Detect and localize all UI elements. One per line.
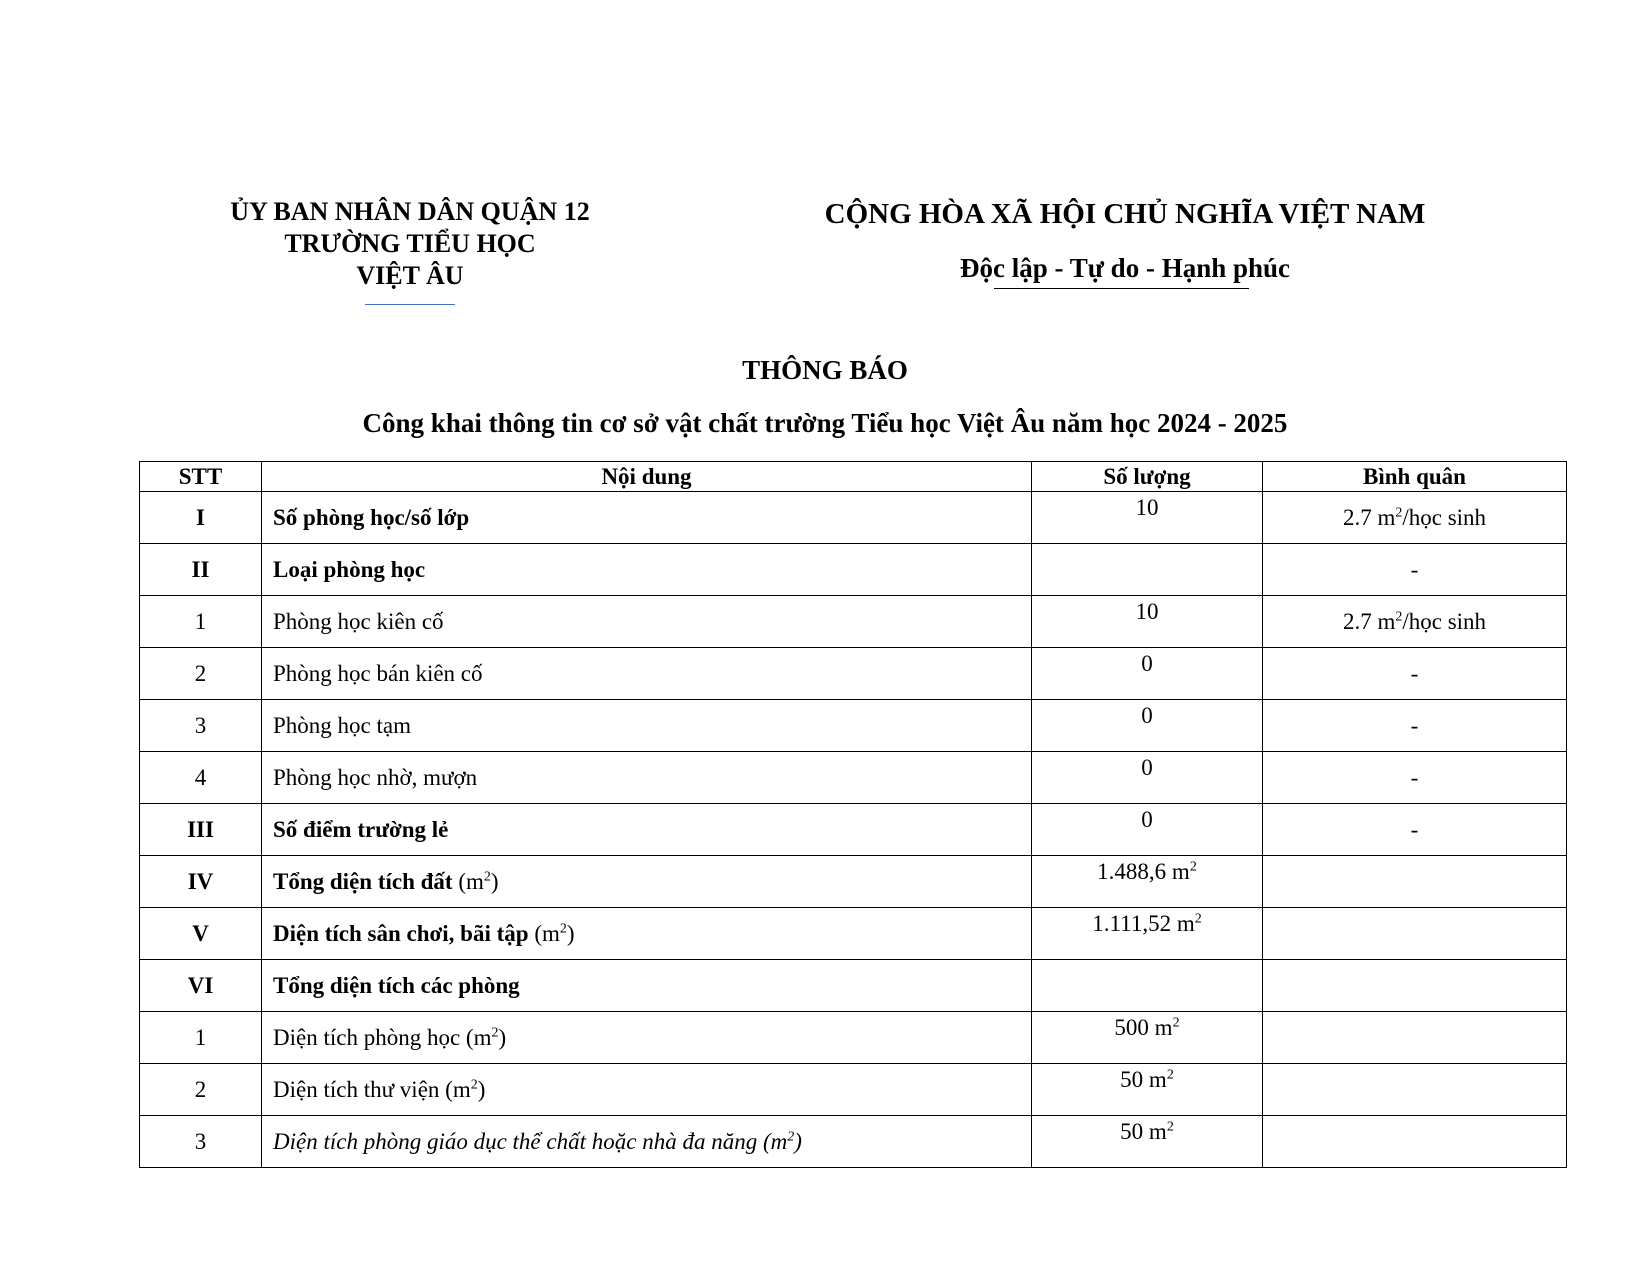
cell-average: - — [1263, 804, 1567, 856]
cell-quantity: 1.488,6 $m^2$ — [1032, 856, 1263, 908]
cell-average — [1263, 856, 1567, 908]
cell-average: - — [1263, 648, 1567, 700]
national-header — [780, 196, 1470, 289]
cell-quantity: 1.111,52 $m^2$ — [1032, 908, 1263, 960]
table-body — [140, 492, 1567, 1168]
cell-average — [1263, 960, 1567, 1012]
motto-underline — [994, 288, 1249, 289]
issuing-authority-header — [200, 196, 620, 305]
cell-content: Diện tích phòng học $(m^2)$ — [262, 1012, 1032, 1064]
cell-quantity: 0 — [1032, 648, 1263, 700]
cell-stt: 3 — [140, 700, 262, 752]
cell-stt: V — [140, 908, 262, 960]
cell-content: Phòng học bán kiên cố — [262, 648, 1032, 700]
cell-stt: 1 — [140, 596, 262, 648]
table-row — [140, 856, 1567, 908]
cell-quantity: 0 — [1032, 752, 1263, 804]
cell-average: - — [1263, 700, 1567, 752]
cell-quantity: 10 — [1032, 596, 1263, 648]
table-row — [140, 1064, 1567, 1116]
table-row — [140, 544, 1567, 596]
cell-stt: 2 — [140, 1064, 262, 1116]
document-title: THÔNG BÁO — [742, 355, 908, 385]
cell-average: 2.7 $m^2$/học sinh — [1263, 492, 1567, 544]
cell-content: Diện tích sân chơi, bãi tập $(m^2)$ — [262, 908, 1032, 960]
cell-average — [1263, 1116, 1567, 1168]
table-row — [140, 700, 1567, 752]
cell-quantity: 0 — [1032, 804, 1263, 856]
cell-content: Phòng học nhờ, mượn — [262, 752, 1032, 804]
authority-line-3: VIỆT ÂU — [356, 261, 464, 290]
document-subtitle: Công khai thông tin cơ sở vật chất trường Tiểu học Việt Âu năm học 2024 - 2025 — [362, 408, 1288, 438]
table-row — [140, 648, 1567, 700]
cell-average: - — [1263, 752, 1567, 804]
cell-stt: 1 — [140, 1012, 262, 1064]
cell-content: Số điểm trường lẻ — [262, 804, 1032, 856]
unit-label: $(m^2)$ — [757, 1128, 802, 1154]
cell-content: Diện tích phòng giáo dục thể chất hoặc nhà đa năng $(m^2)$ — [262, 1116, 1032, 1168]
cell-average — [1263, 1012, 1567, 1064]
unit-label: $(m^2)$ — [452, 868, 499, 894]
cell-average — [1263, 908, 1567, 960]
unit-label: $(m^2)$ — [528, 920, 575, 946]
table-row — [140, 596, 1567, 648]
cell-stt: 4 — [140, 752, 262, 804]
cell-content: Phòng học tạm — [262, 700, 1032, 752]
cell-quantity: 50 $m^2$ — [1032, 1064, 1263, 1116]
cell-content: Phòng học kiên cố — [262, 596, 1032, 648]
cell-content: Số phòng học/số lớp — [262, 492, 1032, 544]
cell-content: Loại phòng học — [262, 544, 1032, 596]
cell-quantity: 500 $m^2$ — [1032, 1012, 1263, 1064]
unit-label: $(m^2)$ — [460, 1024, 507, 1050]
cell-quantity — [1032, 960, 1263, 1012]
cell-quantity: 10 — [1032, 492, 1263, 544]
authority-line-1: ỦY BAN NHÂN DÂN QUẬN 12 — [230, 197, 590, 226]
cell-quantity: 50 $m^2$ — [1032, 1116, 1263, 1168]
cell-content: Diện tích thư viện $(m^2)$ — [262, 1064, 1032, 1116]
authority-line-2: TRƯỜNG TIỂU HỌC — [284, 229, 536, 258]
cell-stt: 2 — [140, 648, 262, 700]
cell-stt: I — [140, 492, 262, 544]
table-row — [140, 908, 1567, 960]
header-average: Bình quân — [1263, 462, 1567, 492]
table-row — [140, 752, 1567, 804]
cell-average: 2.7 $m^2$/học sinh — [1263, 596, 1567, 648]
table-row — [140, 1116, 1567, 1168]
cell-stt: VI — [140, 960, 262, 1012]
authority-underline — [365, 304, 455, 305]
table-row — [140, 804, 1567, 856]
unit-label: $(m^2)$ — [439, 1076, 486, 1102]
table-header-row — [140, 462, 1567, 492]
national-motto: Độc lập - Tự do - Hạnh phúc — [959, 253, 1291, 283]
header-content: Nội dung — [262, 462, 1032, 492]
cell-quantity — [1032, 544, 1263, 596]
facilities-table — [139, 461, 1567, 1168]
table-row — [140, 960, 1567, 1012]
cell-stt: II — [140, 544, 262, 596]
nation-name: CỘNG HÒA XÃ HỘI CHỦ NGHĨA VIỆT NAM — [824, 198, 1426, 230]
header-stt: STT — [140, 462, 262, 492]
cell-content: Tổng diện tích đất $(m^2)$ — [262, 856, 1032, 908]
cell-stt: IV — [140, 856, 262, 908]
cell-stt: III — [140, 804, 262, 856]
cell-stt: 3 — [140, 1116, 262, 1168]
cell-quantity: 0 — [1032, 700, 1263, 752]
table-row — [140, 492, 1567, 544]
cell-average — [1263, 1064, 1567, 1116]
cell-content: Tổng diện tích các phòng — [262, 960, 1032, 1012]
header-quantity: Số lượng — [1032, 462, 1263, 492]
table-row — [140, 1012, 1567, 1064]
cell-average: - — [1263, 544, 1567, 596]
